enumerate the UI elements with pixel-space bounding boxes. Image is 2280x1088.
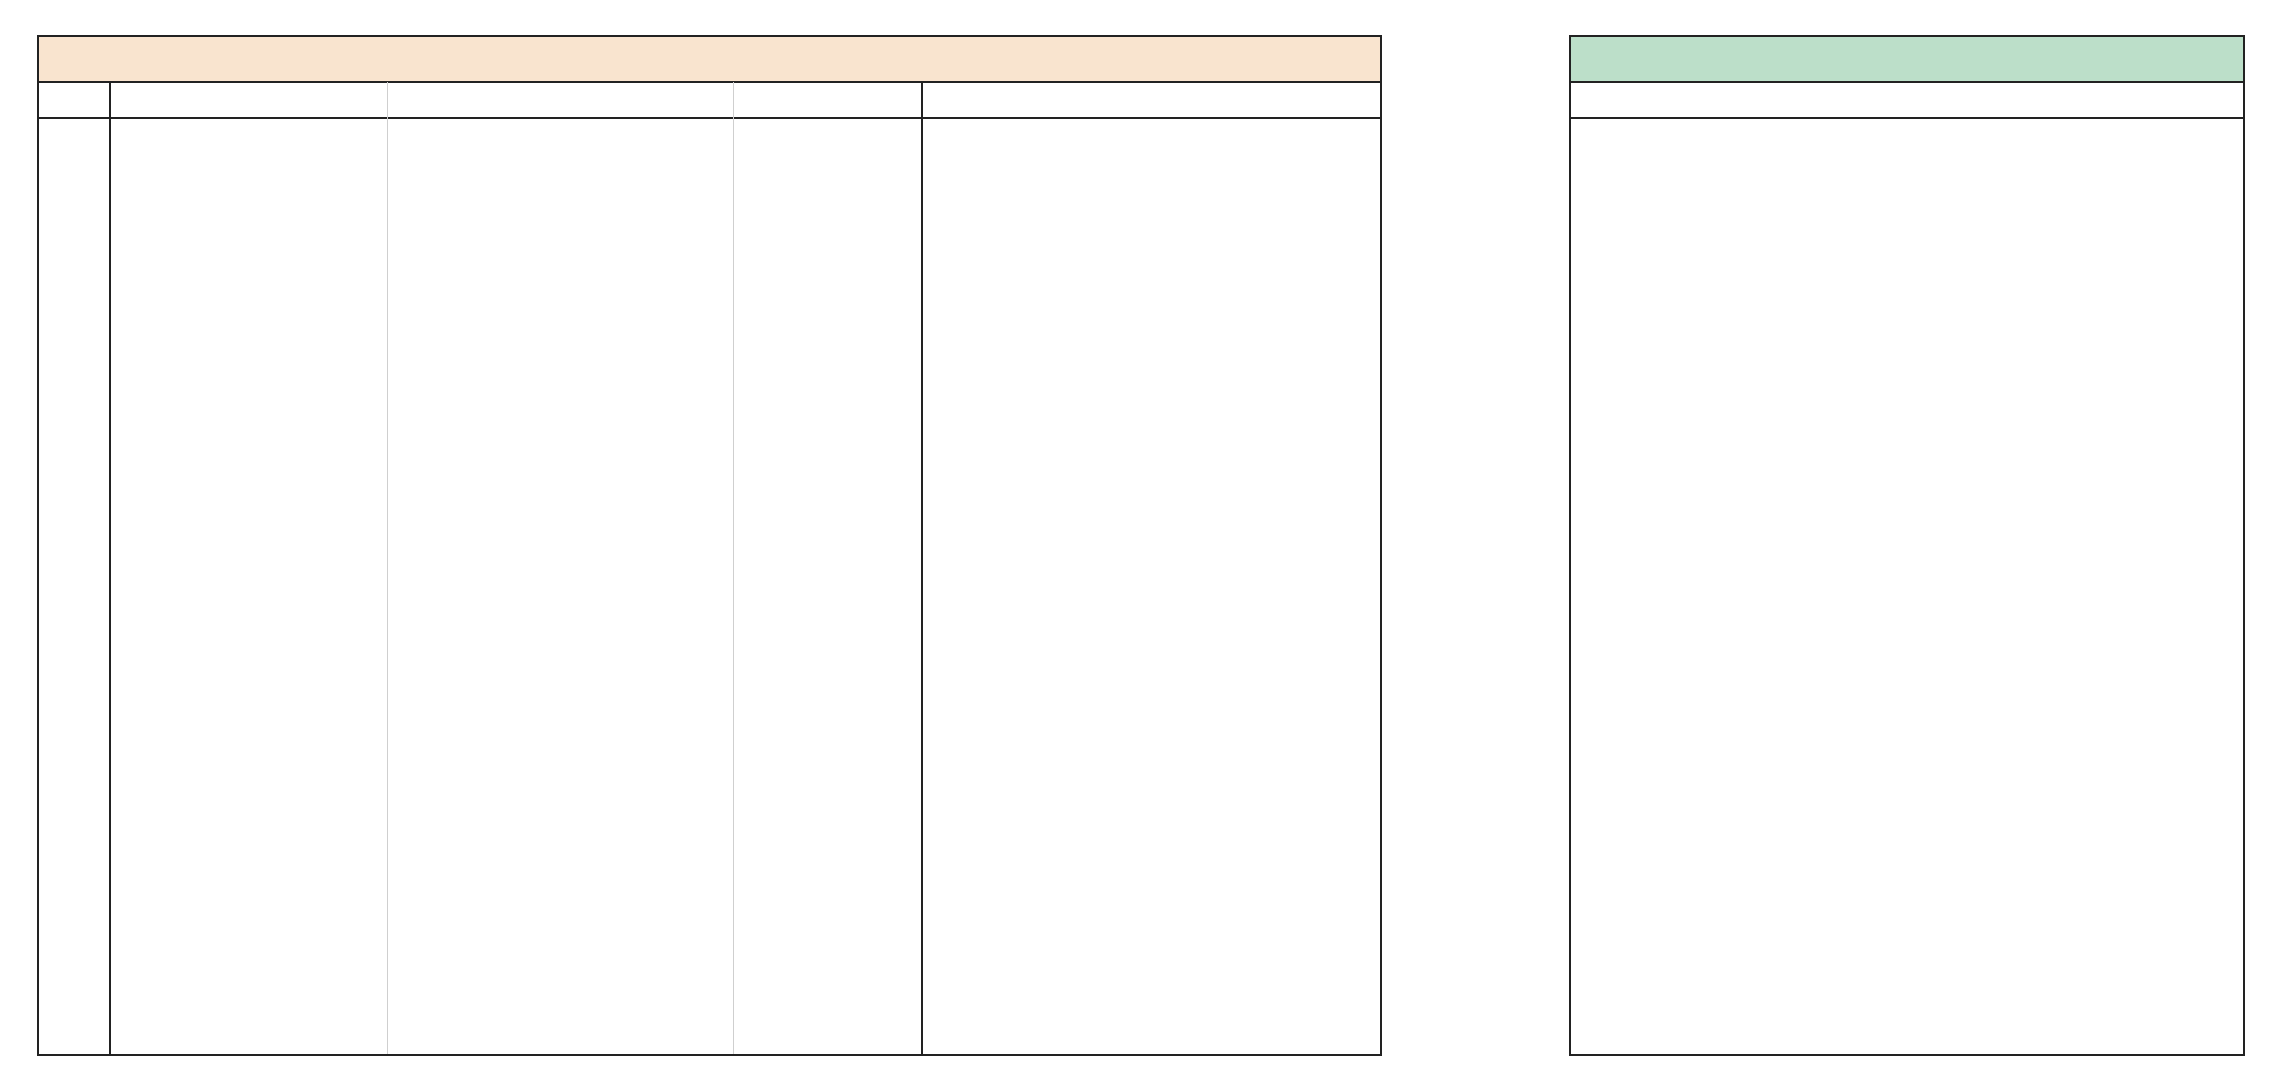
after-table-title (1571, 37, 2243, 83)
column-header-id (39, 82, 111, 119)
column-header-rule-description (923, 82, 1380, 119)
column-header-field-description (389, 82, 735, 119)
column-header-field-name (111, 82, 389, 119)
column-divider (733, 82, 734, 1054)
before-table (37, 35, 1382, 1056)
column-header-rule-category (735, 82, 923, 119)
column-divider (109, 82, 111, 1054)
column-divider (921, 82, 923, 1054)
before-table-title (39, 37, 1380, 83)
column-header-core-validation-functions (1571, 82, 2243, 119)
after-table (1569, 35, 2245, 1056)
column-divider (387, 82, 388, 1054)
